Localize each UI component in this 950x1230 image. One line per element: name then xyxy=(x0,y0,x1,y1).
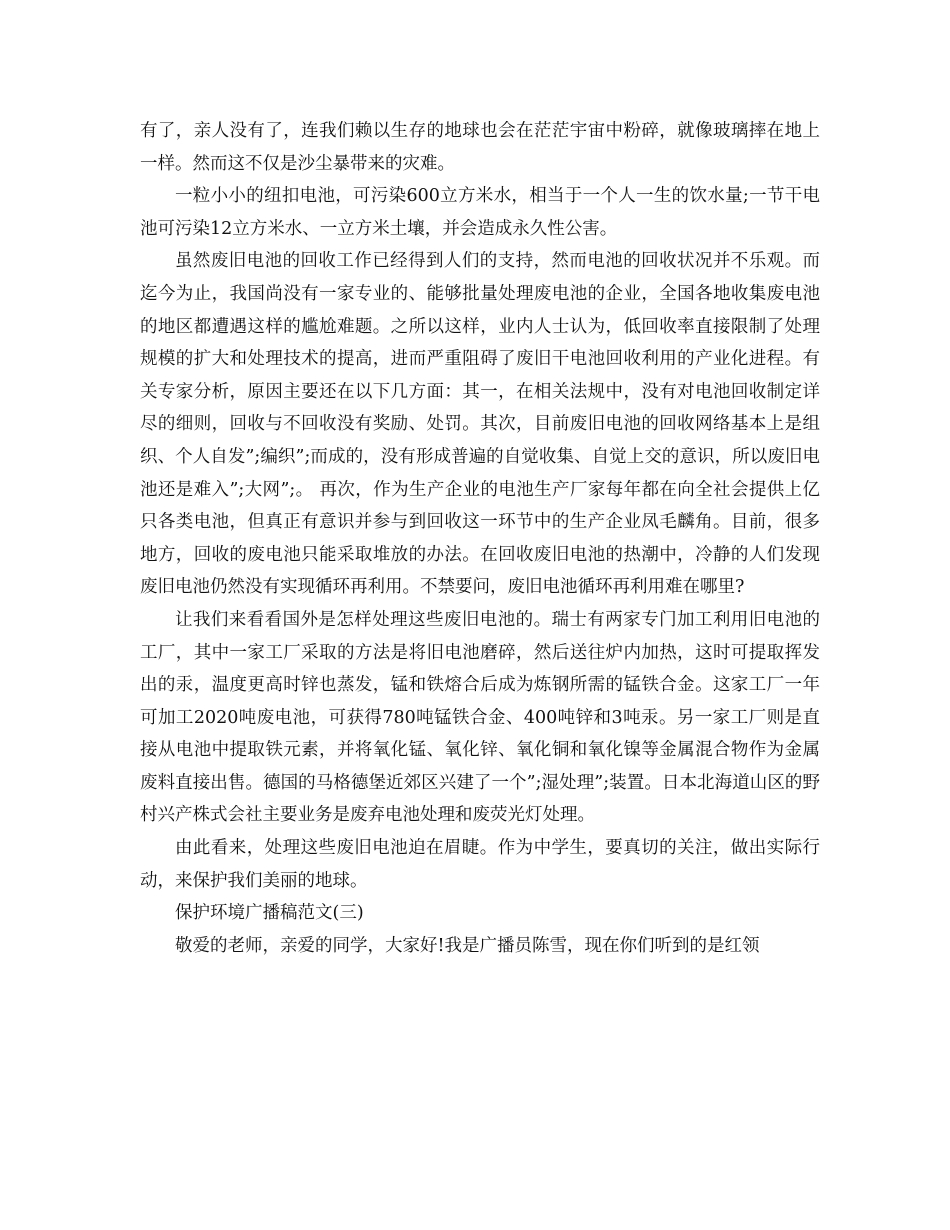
section-heading: 保护环境广播稿范文(三) xyxy=(175,903,364,924)
paragraph-recycling-status: 虽然废旧电池的回收工作已经得到人们的支持，然而电池的回收状况并不乐观。而迄今为止，我国尚没有一家专业的、能够批量处理废电池的企业，全国各地收集废电池的地区都遭遇这样的尴尬难题。之所以这样，业内人士认为，低回收率直接限制了处理规模的扩大和处理技术的提高，进而严重阻碍了废旧干电池回收利用的产业化进程。有关专家分析，原因主要还在以下几方面：其一，在相关法规中，没有对电池回收制定详尽的细则，回收与不回收没有奖励、处罚。其次，目前废旧电池的回收网络基本上是组织、个人自发”;编织”;而成的，没有形成普遍的自觉收集、自觉上交的意识，所以废旧电池还是难入”;大网”;。 再次，作为生产企业的电池生产厂家每年都在向全社会提供上亿只各类电池，但真正有意识并参与到回收这一环节中的生产企业凤毛麟角。目前，很多地方，回收的废电池只能采取堆放的办法。在回收废旧电池的热潮中，冷静的人们发现废旧电池仍然没有实现循环再利用。不禁要问，废旧电池循环再利用难在哪里? xyxy=(140,251,820,598)
document-body xyxy=(140,115,820,962)
paragraph-button-battery: 一粒小小的纽扣电池，可污染600立方米水，相当于一个人一生的饮水量;一节干电池可污染12立方米水、一立方米土壤，并会造成永久性公害。 xyxy=(140,186,820,239)
paragraph-foreign-processing: 让我们来看看国外是怎样处理这些废旧电池的。瑞士有两家专门加工利用旧电池的工厂，其中一家工厂采取的方法是将旧电池磨碎，然后送往炉内加热，这时可提取挥发出的汞，温度更高时锌也蒸发，锰和铁熔合后成为炼钢所需的锰铁合金。这家工厂一年可加工2020吨废电池，可获得780吨锰铁合金、400吨锌和3吨汞。另一家工厂则是直接从电池中提取铁元素，并将氧化锰、氧化锌、氧化铜和氧化镍等金属混合物作为金属废料直接出售。德国的马格德堡近郊区兴建了一个”;湿处理”;装置。日本北海道山区的野村兴产株式会社主要业务是废弃电池处理和废荧光灯处理。 xyxy=(140,609,820,826)
paragraph-conclusion: 由此看来，处理这些废旧电池迫在眉睫。作为中学生，要真切的关注，做出实际行动，来保护我们美丽的地球。 xyxy=(140,838,820,891)
paragraph-continuation: 有了，亲人没有了，连我们赖以生存的地球也会在茫茫宇宙中粉碎，就像玻璃摔在地上一样。然而这不仅是沙尘暴带来的灾难。 xyxy=(140,121,820,174)
paragraph-broadcast-opening: 敬爱的老师，亲爱的同学，大家好!我是广播员陈雪，现在你们听到的是红领 xyxy=(175,935,760,956)
